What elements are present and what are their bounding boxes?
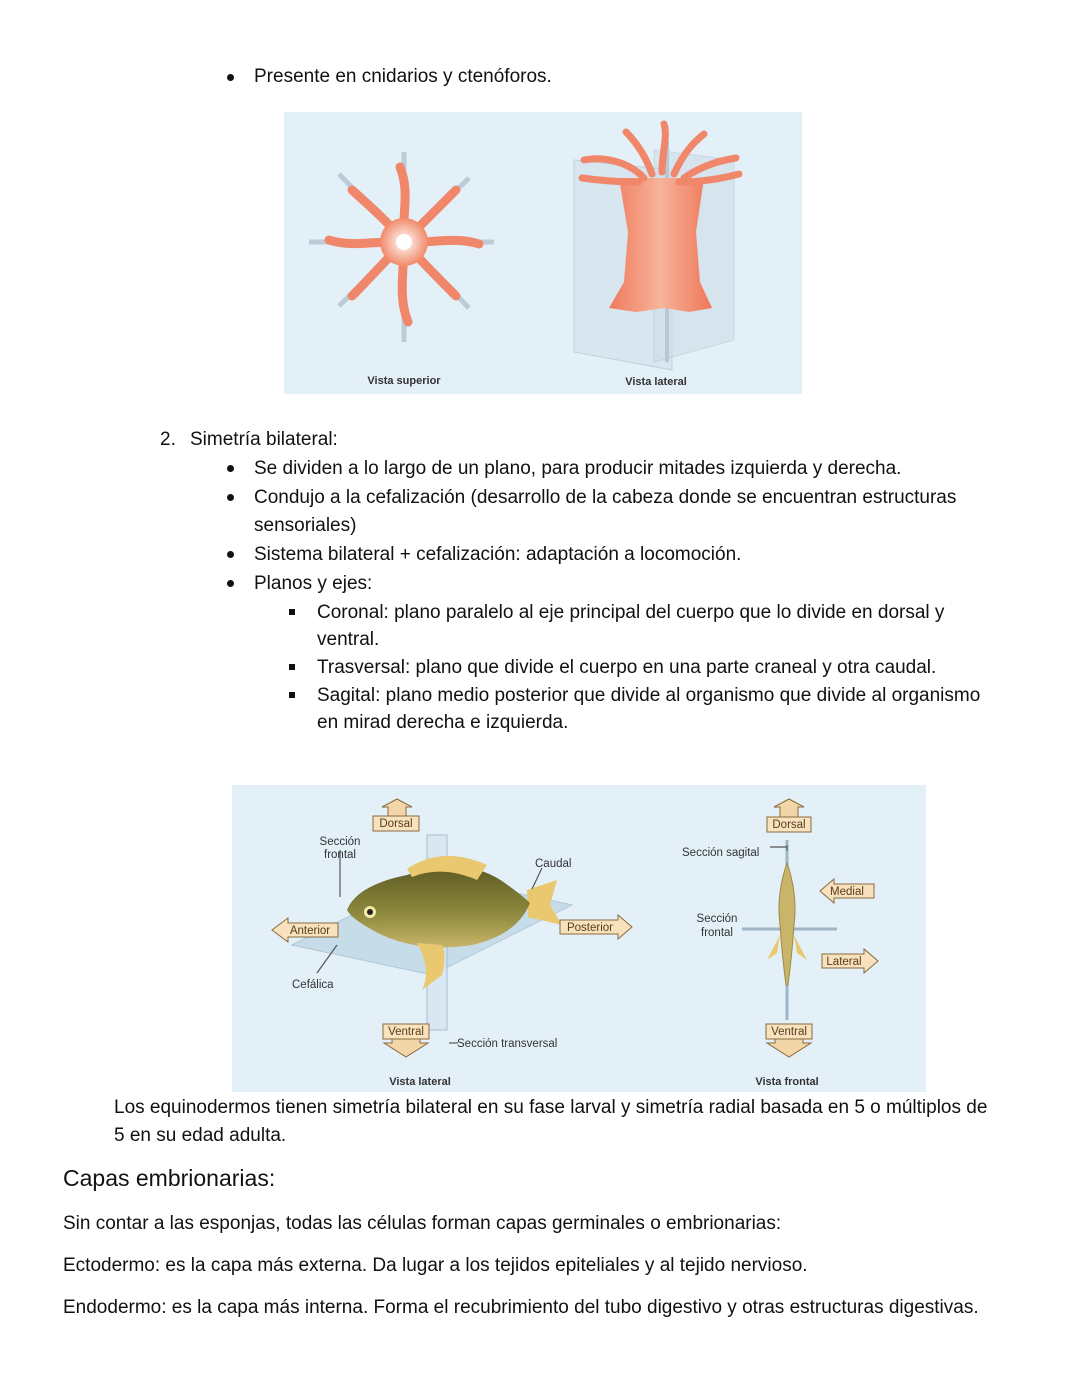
- dorsal-label-left: Dorsal: [379, 818, 413, 830]
- bullet-dot: [227, 494, 234, 501]
- dorsal-arrow-left: [373, 799, 419, 831]
- radial-symmetry-illustration: [284, 112, 802, 394]
- medial-label: Medial: [830, 886, 864, 898]
- frontal-section-label-right-line2: frontal: [701, 927, 733, 939]
- capas-heading: Capas embrionarias:: [63, 1165, 276, 1191]
- bullet-dot: [227, 551, 234, 558]
- lateral-label: Lateral: [826, 956, 862, 968]
- equinodermos-paragraph-line1: Los equinodermos tienen simetría bilateral en su fase larval y simetría radial basada en 5 o múltiplos de: [114, 1097, 988, 1118]
- bullet-dot: [227, 580, 234, 587]
- bilateral-symmetry-illustration: [232, 785, 926, 1092]
- section2-title: Simetría bilateral:: [190, 429, 338, 450]
- sub-bullet: Trasversal: plano que divide el cuerpo en una parte craneal y otra caudal.: [317, 657, 937, 678]
- sagittal-section-label: Sección sagital: [682, 847, 760, 859]
- sub-bullet-continuation: en mirad derecha e izquierda.: [317, 712, 569, 733]
- frontal-section-label-right-line1: Sección: [696, 913, 738, 925]
- cefalica-label: Cefálica: [292, 979, 334, 991]
- square-bullet: [289, 609, 295, 615]
- caudal-label: Caudal: [535, 858, 572, 870]
- posterior-label: Posterior: [566, 922, 614, 934]
- ventral-label-left: Ventral: [388, 1026, 424, 1038]
- frontal-section-label-line2: frontal: [324, 849, 356, 861]
- ectodermo-paragraph: Ectodermo: es la capa más externa. Da lugar a los tejidos epiteliales y al tejido nervioso.: [63, 1255, 808, 1276]
- dorsal-label-right: Dorsal: [772, 819, 806, 831]
- bullet-text: Presente en cnidarios y ctenóforos.: [254, 66, 552, 87]
- ventral-label-right: Ventral: [771, 1026, 807, 1038]
- fish-frontal: [779, 863, 795, 985]
- sub-bullet-continuation: ventral.: [317, 629, 380, 650]
- section2-bullet: Se dividen a lo largo de un plano, para producir mitades izquierda y derecha.: [254, 458, 902, 479]
- section2-bullet: Sistema bilateral + cefalización: adaptación a locomoción.: [254, 544, 742, 565]
- figure2-caption-left: Vista lateral: [389, 1076, 451, 1088]
- bilateral-symmetry-figure: [232, 785, 926, 1092]
- bullet-dot: [227, 465, 234, 472]
- figure1-caption-left: Vista superior: [367, 375, 441, 387]
- sub-bullet: Sagital: plano medio posterior que divide al organismo que divide al organismo: [317, 685, 981, 706]
- sub-bullet: Coronal: plano paralelo al eje principal del cuerpo que lo divide en dorsal y: [317, 602, 945, 623]
- ventral-arrow-left: [383, 1024, 429, 1057]
- endodermo-paragraph: Endodermo: es la capa más interna. Forma el recubrimiento del tubo digestivo y otras estructuras digestivas.: [63, 1297, 979, 1318]
- radial-symmetry-figure: [284, 112, 802, 394]
- section2-bullet: Condujo a la cefalización (desarrollo de la cabeza donde se encuentran estructuras: [254, 487, 957, 508]
- frontal-section-label-line1: Sección: [319, 836, 361, 848]
- square-bullet: [289, 692, 295, 698]
- figure2-caption-right: Vista frontal: [755, 1076, 819, 1088]
- figure1-caption-right: Vista lateral: [625, 376, 687, 388]
- section2-bullet-continuation: sensoriales): [254, 515, 357, 536]
- medial-arrow: [820, 879, 874, 903]
- equinodermos-paragraph-line2: 5 en su edad adulta.: [114, 1125, 287, 1146]
- anterior-label: Anterior: [289, 925, 331, 937]
- section2-bullet: Planos y ejes:: [254, 573, 373, 594]
- posterior-arrow: [560, 915, 632, 939]
- section2-number: 2.: [160, 429, 176, 450]
- square-bullet: [289, 664, 295, 670]
- transverse-section-label: Sección transversal: [457, 1038, 558, 1050]
- dorsal-arrow-right: [767, 799, 811, 832]
- bullet-dot: [227, 74, 234, 81]
- ventral-arrow-right: [766, 1024, 812, 1057]
- lateral-arrow: [822, 949, 878, 973]
- capas-paragraph: Sin contar a las esponjas, todas las células forman capas germinales o embrionarias:: [63, 1213, 782, 1234]
